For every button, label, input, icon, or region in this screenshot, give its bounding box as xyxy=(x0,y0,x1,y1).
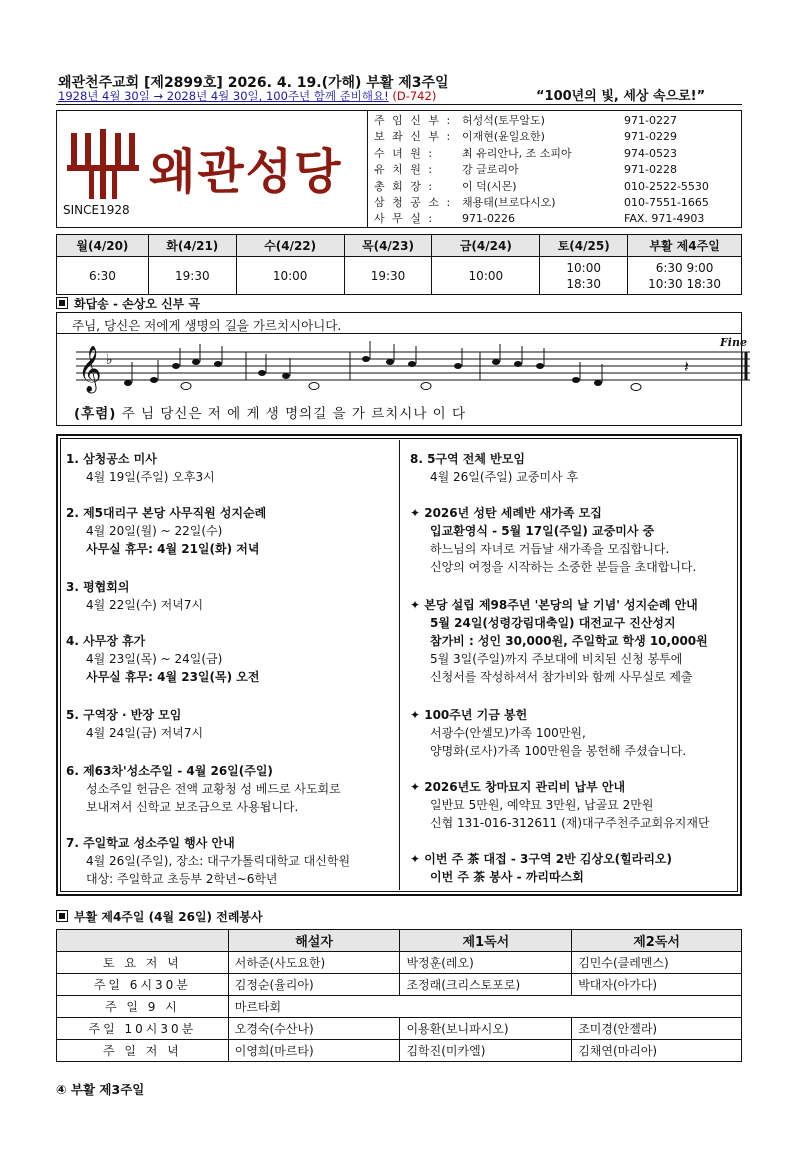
staff-phone: 974-0523 xyxy=(624,146,677,160)
schedule-day: 월(4/20) xyxy=(57,235,149,257)
service-cell: 조미경(안젤라) xyxy=(572,1018,742,1040)
column-divider xyxy=(399,440,400,890)
announcement-item xyxy=(66,504,396,558)
staff-phone: FAX. 971-4903 xyxy=(624,212,705,226)
staff-phone: 971-0228 xyxy=(624,163,677,177)
staff-role: 수 녀 원 : xyxy=(374,146,435,160)
announcement-title: 5. 구역장 · 반장 모임 xyxy=(66,708,182,722)
announcement-title: 이번 주 茶 봉사 - 까리따스회 xyxy=(430,870,584,884)
announcement-item xyxy=(66,632,396,686)
announcement-item xyxy=(410,450,738,486)
slogan: “100년의 빛, 세상 속으로!” xyxy=(536,89,706,104)
announcement-line: 하느님의 자녀로 거듭날 새가족을 모집합니다. xyxy=(430,542,670,556)
table-row xyxy=(57,952,742,974)
header-divider xyxy=(56,104,742,105)
announcement-item xyxy=(410,850,738,886)
anniversary-line xyxy=(58,88,748,104)
announcement-line: 4월 24일(금) 저녁7시 xyxy=(86,726,204,740)
service-time: 주 일 저 녁 xyxy=(57,1040,229,1062)
announcement-line: 4월 19일(주일) 오후3시 xyxy=(86,470,215,484)
announcement-highlight: 사무실 휴무: 4월 21일(화) 저녁 xyxy=(86,542,260,556)
staff-phone: 971-0229 xyxy=(624,130,677,144)
service-time: 토 요 저 녁 xyxy=(57,952,229,974)
announcement-line: 신협 131-016-312611 (재)대구주천주교회유지재단 xyxy=(430,816,710,830)
service-header: 제1독서 xyxy=(400,930,572,952)
staff-name: 허성석(토무알도) xyxy=(462,114,545,127)
bullet-square-icon xyxy=(56,297,68,309)
anniversary-countdown: 1928년 4월 30일 → 2028년 4월 30일, 100주년 함께 준비해요! xyxy=(58,89,389,103)
announcement-line: 보내져서 신학교 보조금으로 사용됩니다. xyxy=(86,800,299,814)
announcement-line: 5월 3일(주일)까지 주보대에 비치된 신청 봉투에 xyxy=(430,652,683,666)
announcement-title: 6. 제63차'성소주일 - 4월 26일(주일) xyxy=(66,764,273,778)
staff-role: 주 임 신 부 : xyxy=(374,114,453,127)
announcement-highlight: 참가비 : 성인 30,000원, 주일학교 학생 10,000원 xyxy=(430,634,708,648)
announcement-highlight: 입교환영식 - 5월 17일(주일) 교중미사 중 xyxy=(430,524,655,538)
table-row xyxy=(57,1018,742,1040)
service-time: 주 일 9 시 xyxy=(57,996,229,1018)
hymn-lyrics xyxy=(74,402,466,422)
service-header xyxy=(57,930,229,952)
schedule-time: 10:00 xyxy=(432,257,540,295)
staff-name: 이재현(윤일요한) xyxy=(462,130,545,144)
treble-clef-icon: 𝄞 xyxy=(78,346,102,392)
refrain-label: (후렴) xyxy=(74,406,117,422)
service-cell: 박대자(아가다) xyxy=(572,974,742,996)
schedule-time: 19:30 xyxy=(148,257,236,295)
service-cell: 조정래(크리스토포로) xyxy=(400,974,572,996)
staff-name: 채용태(브로다시오) xyxy=(462,196,556,209)
service-cell: 이영희(마르타) xyxy=(228,1040,400,1062)
d-day-counter: (D-742) xyxy=(392,89,437,103)
service-cell: 김민수(클레멘스) xyxy=(572,952,742,974)
announcement-line: 4월 22일(수) 저녁7시 xyxy=(86,598,204,612)
staff-role: 총 회 장 : xyxy=(374,179,435,193)
liturgy-service-table xyxy=(56,929,742,1062)
hymn-section-title: 화답송 - 손상오 신부 곡 xyxy=(56,295,200,312)
service-cell: 김채연(마리아) xyxy=(572,1040,742,1062)
page-footer: ④ 부활 제3주일 xyxy=(56,1082,145,1097)
hymn-verse: 주님, 당신은 저에게 생명의 길을 가르치시아니다. xyxy=(72,318,342,333)
staff-phone: 010-2522-5530 xyxy=(624,179,709,193)
announcement-line: 일반묘 5만원, 예약묘 3만원, 납골묘 2만원 xyxy=(430,798,654,812)
staff-role: 보 좌 신 부 : xyxy=(374,130,453,144)
announcement-title: ✦ 2026년 성탄 세례반 새가족 모집 xyxy=(410,506,602,520)
table-row xyxy=(57,1040,742,1062)
announcement-line: 4월 26일(주일) 교중미사 후 xyxy=(430,470,579,484)
service-header: 해설자 xyxy=(228,930,400,952)
staff-phone: 010-7551-1665 xyxy=(624,196,709,209)
fine-marking: Fine xyxy=(720,336,747,349)
staff-name: 971-0226 xyxy=(462,212,515,226)
church-emblem-icon xyxy=(67,129,139,199)
schedule-time: 10:00 18:30 xyxy=(540,257,628,295)
staff-phone: 971-0227 xyxy=(624,114,677,127)
schedule-time: 6:30 xyxy=(57,257,149,295)
announcement-highlight: 사무실 휴무: 4월 23일(목) 오전 xyxy=(86,670,260,684)
schedule-day: 금(4/24) xyxy=(432,235,540,257)
table-row xyxy=(57,974,742,996)
staff-name: 강 글로리아 xyxy=(462,163,519,177)
announcement-title: 3. 평협회의 xyxy=(66,580,130,594)
announcement-highlight: 5월 24일(성령강림대축일) 대전교구 진산성지 xyxy=(430,616,676,630)
staff-name: 이 덕(시몬) xyxy=(462,179,517,193)
mass-schedule-table xyxy=(56,234,742,295)
announcement-title: ✦ 본당 설립 제98주년 '본당의 날 기념' 성지순례 안내 xyxy=(410,598,698,612)
announcement-item xyxy=(66,578,396,614)
announcement-item xyxy=(410,778,738,832)
since-label: SINCE1928 xyxy=(63,203,130,217)
table-row xyxy=(57,996,742,1018)
schedule-time: 6:30 9:00 10:30 18:30 xyxy=(628,257,742,295)
announcement-item xyxy=(410,706,738,760)
staff-role: 사 무 실 : xyxy=(374,212,435,226)
announcement-line: 서광수(안셀모)가족 100만원, xyxy=(430,726,586,740)
announcement-line: 4월 20일(월) ~ 22일(수) xyxy=(86,524,223,538)
service-cell: 오경숙(수산나) xyxy=(228,1018,400,1040)
service-section-title: 부활 제4주일 (4월 26일) 전례봉사 xyxy=(56,908,263,925)
staff-role: 유 치 원 : xyxy=(374,163,435,177)
service-time: 주일 6시30분 xyxy=(57,974,229,996)
announcement-item xyxy=(66,834,396,888)
announcement-title: ✦ 100주년 기금 봉헌 xyxy=(410,708,528,722)
service-cell: 마르타회 xyxy=(228,996,741,1018)
announcement-item xyxy=(66,706,396,742)
announcement-line: 신청서를 작성하셔서 참가비와 함께 사무실로 제출 xyxy=(430,670,693,684)
bullet-square-icon xyxy=(56,910,68,922)
announcement-line: 4월 23일(목) ~ 24일(금) xyxy=(86,652,223,666)
staff-role: 삼 청 공 소 : xyxy=(374,196,453,209)
service-cell: 김정순(율리아) xyxy=(228,974,400,996)
announcement-title: 8. 5구역 전체 반모임 xyxy=(410,452,525,466)
announcement-item xyxy=(66,762,396,816)
schedule-day: 수(4/22) xyxy=(236,235,344,257)
announcement-title: ✦ 2026년도 창마묘지 관리비 납부 안내 xyxy=(410,780,626,794)
announcement-line: 신앙의 여정을 시작하는 소중한 분들을 초대합니다. xyxy=(430,560,697,574)
announcement-item xyxy=(410,504,738,576)
hymn-divider xyxy=(56,333,742,334)
service-time: 주일 10시30분 xyxy=(57,1018,229,1040)
announcement-title: 2. 제5대리구 본당 사무직원 성지순례 xyxy=(66,506,267,520)
staff-directory xyxy=(368,110,742,228)
announcement-line: 대상: 주일학교 초등부 2학년~6학년 xyxy=(86,872,278,886)
rest-icon: 𝄽 xyxy=(684,357,689,376)
refrain-text: 주 님 당신은 저 에 게 생 명의길 을 가 르치시나 이 다 xyxy=(121,406,467,422)
announcement-title: ✦ 이번 주 茶 대접 - 3구역 2반 김상오(힐라리오) xyxy=(410,852,673,866)
service-cell: 이용환(보니파시오) xyxy=(400,1018,572,1040)
schedule-day: 부활 제4주일 xyxy=(628,235,742,257)
announcement-title: 7. 주일학교 성소주일 행사 안내 xyxy=(66,836,235,850)
announcement-title: 1. 삼청공소 미사 xyxy=(66,452,157,466)
announcement-line: 4월 26일(주일), 장소: 대구가톨릭대학교 대신학원 xyxy=(86,854,351,868)
announcement-item xyxy=(410,596,738,686)
schedule-day: 목(4/23) xyxy=(344,235,432,257)
schedule-day: 화(4/21) xyxy=(148,235,236,257)
announcement-title: 4. 사무장 휴가 xyxy=(66,634,146,648)
schedule-time: 10:00 xyxy=(236,257,344,295)
announcement-item xyxy=(66,450,396,486)
announcement-line: 성소주일 헌금은 전액 교황청 성 베드로 사도회로 xyxy=(86,782,341,796)
service-cell: 김학진(미카엘) xyxy=(400,1040,572,1062)
music-staff xyxy=(66,336,747,402)
parish-logo-box xyxy=(56,110,368,228)
schedule-day: 토(4/25) xyxy=(540,235,628,257)
staff-name: 최 유리안나, 조 소피아 xyxy=(462,146,572,160)
service-cell: 박정훈(레오) xyxy=(400,952,572,974)
service-cell: 서하준(사도요한) xyxy=(228,952,400,974)
service-header: 제2독서 xyxy=(572,930,742,952)
schedule-time: 19:30 xyxy=(344,257,432,295)
parish-name: 왜관성당 xyxy=(149,144,343,200)
bulletin-title: 왜관천주교회 [제2899호] 2026. 4. 19.(가해) 부활 제3주일 xyxy=(58,75,449,91)
svg-text:♭: ♭ xyxy=(106,352,113,368)
announcement-line: 양명화(로사)가족 100만원을 봉헌해 주셨습니다. xyxy=(430,744,687,758)
